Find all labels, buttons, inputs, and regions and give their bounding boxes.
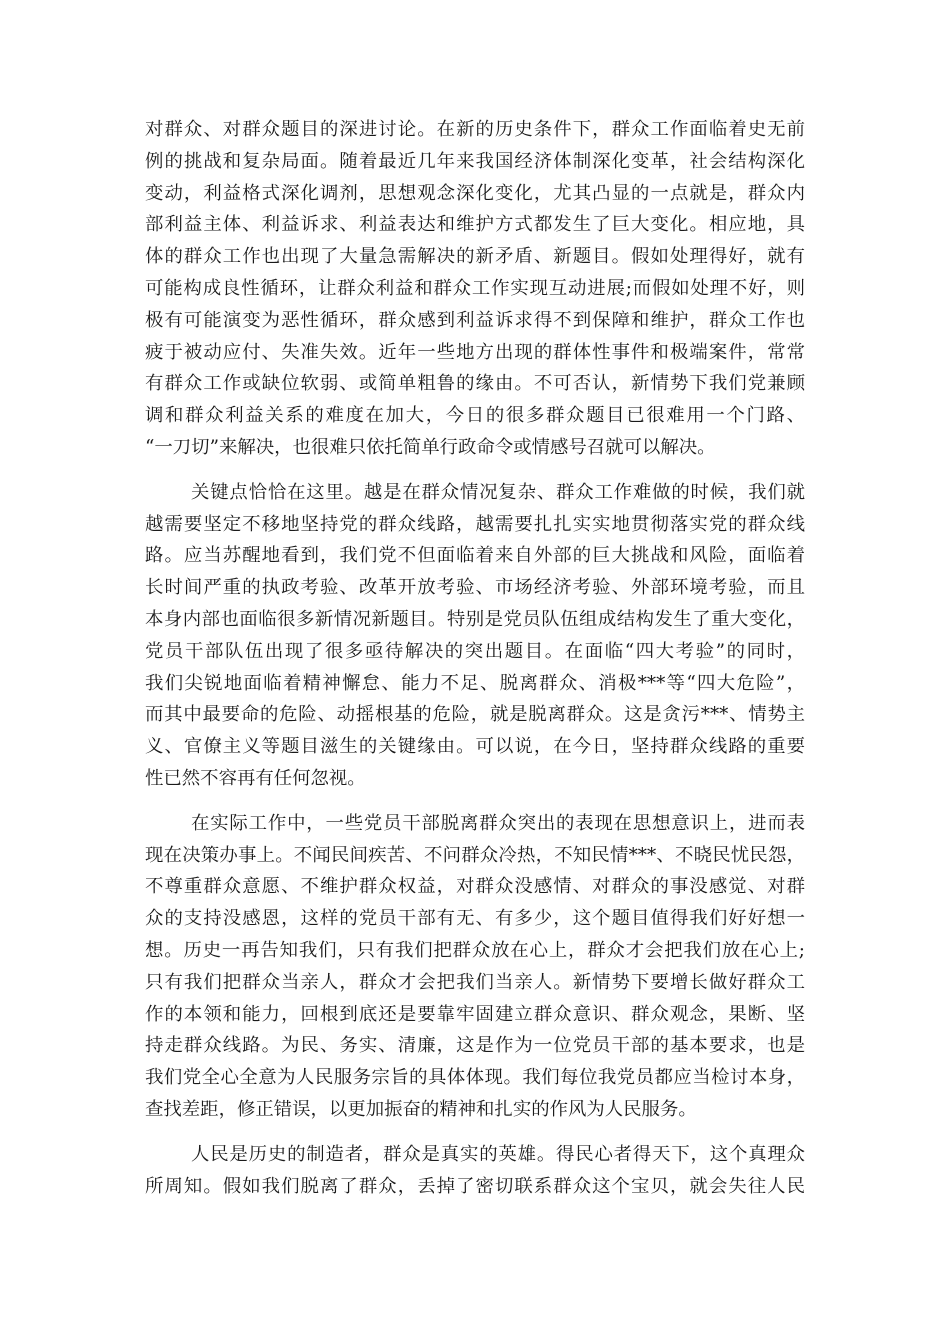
text-line: 持走群众线路。为民、务实、清廉，这是作为一位党员干部的基本要求，也是	[145, 1035, 805, 1057]
paragraph-gap	[145, 464, 805, 477]
paragraph-gap	[145, 795, 805, 808]
text-line: 调和群众利益关系的难度在加大，今日的很多群众题目已很难用一个门路、	[145, 405, 805, 427]
text-line: 人民是历史的制造者，群众是真实的英雄。得民心者得天下，这个真理众	[191, 1143, 805, 1165]
text-line: 路。应当苏醒地看到，我们党不但面临着来自外部的巨大挑战和风险，面临着	[145, 545, 805, 567]
text-line: 越需要坚定不移地坚持党的群众线路，越需要扎扎实实地贯彻落实党的群众线	[145, 513, 805, 535]
text-line: 在实际工作中，一些党员干部脱离群众突出的表现在思想意识上，进而表	[191, 812, 805, 834]
text-line: 不尊重群众意愿、不维护群众权益，对群众没感情、对群众的事没感觉、对群	[145, 876, 805, 898]
text-line: 变动，利益格式深化调剂，思想观念深化变化，尤其凸显的一点就是，群众内	[145, 182, 805, 204]
text-line: 而其中最要命的危险、动摇根基的危险，就是脱离群众。这是贪污***、情势主	[145, 704, 805, 726]
text-line: 我们尖锐地面临着精神懈怠、能力不足、脱离群众、消极***等“四大危险”，	[145, 672, 805, 694]
text-line: 可能构成良性循环，让群众利益和群众工作实现互动进展;而假如处理不好，则	[145, 277, 805, 299]
text-line: 义、官僚主义等题目滋生的关键缘由。可以说，在今日，坚持群众线路的重要	[145, 736, 805, 758]
text-line: 想。历史一再告知我们，只有我们把群众放在心上，群众才会把我们放在心上;	[145, 939, 805, 961]
text-line: 长时间严重的执政考验、改革开放考验、市场经济考验、外部环境考验，而且	[145, 577, 805, 599]
text-line: 只有我们把群众当亲人，群众才会把我们当亲人。新情势下要增长做好群众工	[145, 971, 805, 993]
text-line: 现在决策办事上。不闻民间疾苦、不问群众冷热，不知民情***、不晓民忧民怨，	[145, 844, 805, 866]
text-line: 极有可能演变为恶性循环，群众感到利益诉求得不到保障和维护，群众工作也	[145, 309, 805, 331]
text-line: 部利益主体、利益诉求、利益表达和维护方式都发生了巨大变化。相应地，具	[145, 214, 805, 236]
text-line: 众的支持没感恩，这样的党员干部有无、有多少，这个题目值得我们好好想一	[145, 908, 805, 930]
paragraph-4	[145, 1139, 805, 1203]
text-line: 对群众、对群众题目的深进讨论。在新的历史条件下，群众工作面临着史无前	[145, 119, 805, 140]
text-line: 有群众工作或缺位软弱、或简单粗鲁的缘由。不可否认，新情势下我们党兼顾	[145, 373, 805, 395]
text-line: 体的群众工作也出现了大量急需解决的新矛盾、新题目。假如处理得好，就有	[145, 246, 805, 268]
text-line: 本身内部也面临很多新情况新题目。特别是党员队伍组成结构发生了重大变化，	[145, 608, 805, 630]
text-line: 疲于被动应付、失准失效。近年一些地方出现的群体性事件和极端案件，常常	[145, 341, 805, 363]
text-line: 党员干部队伍出现了很多亟待解决的突出题目。在面临“四大考验”的同时，	[145, 640, 805, 662]
text-line: 作的本领和能力，回根到底还是要靠牢固建立群众意识、群众观念，果断、坚	[145, 1003, 805, 1025]
text-line: 性已然不容再有任何忽视。	[145, 767, 366, 789]
text-line: 查找差距，修正错误，以更加振奋的精神和扎实的作风为人民服务。	[145, 1098, 697, 1120]
text-line: 所周知。假如我们脱离了群众，丢掉了密切联系群众这个宝贝，就会失往人民	[145, 1175, 805, 1197]
document-page	[145, 114, 805, 1202]
paragraph-1	[145, 114, 805, 464]
paragraph-2	[145, 477, 805, 795]
text-line: “一刀切”来解决，也很难只依托简单行政命令或情感号召就可以解决。	[145, 436, 716, 458]
paragraph-gap	[145, 1126, 805, 1139]
text-line: 关键点恰恰在这里。越是在群众情况复杂、群众工作难做的时候，我们就	[191, 481, 805, 503]
text-line: 我们党全心全意为人民服务宗旨的具体体现。我们每位我党员都应当检讨本身，	[145, 1067, 805, 1089]
paragraph-3	[145, 808, 805, 1126]
text-line: 例的挑战和复杂局面。随着最近几年来我国经济体制深化变革，社会结构深化	[145, 150, 805, 172]
